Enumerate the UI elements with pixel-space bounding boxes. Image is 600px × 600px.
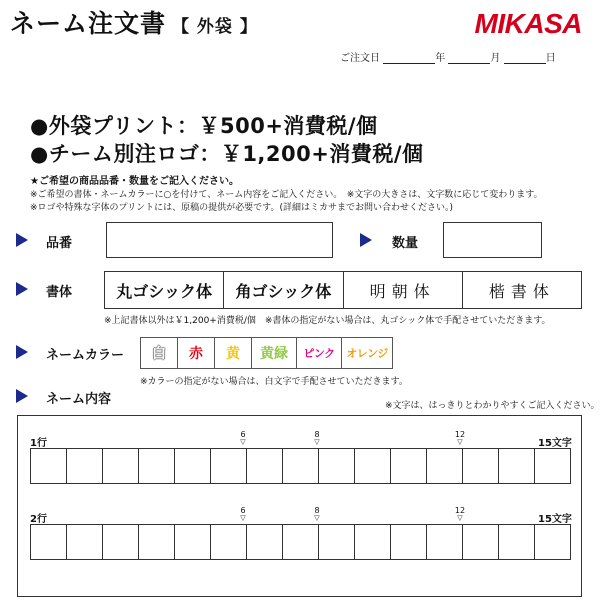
name-label: ネーム内容 — [46, 392, 112, 407]
char-cell[interactable] — [427, 449, 463, 483]
row-1-cells — [30, 448, 571, 484]
char-cell[interactable] — [175, 449, 211, 483]
color-option-white[interactable]: 白 — [141, 338, 178, 368]
row-2-max: 15文字 — [538, 514, 572, 525]
char-cell[interactable] — [319, 449, 355, 483]
color-option-pink[interactable]: ピンク — [297, 338, 342, 368]
color-label: ネームカラー — [46, 348, 125, 363]
arrow-icon — [16, 345, 28, 359]
arrow-icon — [360, 233, 372, 247]
title-text: ネーム注文書 — [10, 9, 167, 38]
arrow-icon — [16, 389, 28, 403]
row-2-mark-6: 6 ▽ — [240, 506, 246, 522]
name-content-box — [17, 415, 582, 597]
char-cell[interactable] — [211, 525, 247, 559]
name-note: ※文字は、はっきりとわかりやすくご記入ください。 — [385, 401, 600, 411]
color-option-red[interactable]: 赤 — [178, 338, 215, 368]
char-cell[interactable] — [499, 525, 535, 559]
char-cell[interactable] — [67, 525, 103, 559]
char-cell[interactable] — [175, 525, 211, 559]
font-option-kaku-gothic[interactable]: 角ゴシック体 — [224, 272, 343, 308]
color-option-orange[interactable]: オレンジ — [346, 347, 388, 360]
page-title — [10, 4, 258, 40]
note-logo: ※ロゴや特殊な字体のプリントには、原稿の提供が必要です。(詳細はミカサまでお問い合わせください。) — [30, 203, 453, 213]
char-cell[interactable] — [535, 525, 570, 559]
char-cell[interactable] — [355, 449, 391, 483]
char-cell[interactable] — [139, 449, 175, 483]
row-2-cells — [30, 524, 571, 560]
arrow-icon — [16, 282, 28, 296]
font-option-maru-gothic[interactable]: 丸ゴシック体 — [105, 272, 224, 308]
color-option-yellow-green[interactable]: 黄緑 — [252, 338, 297, 368]
char-cell[interactable] — [463, 449, 499, 483]
mikasa-logo: MIKASA — [474, 8, 582, 39]
row-1-mark-6: 6 ▽ — [240, 430, 246, 446]
char-cell[interactable] — [535, 449, 570, 483]
char-cell[interactable] — [355, 525, 391, 559]
day-field[interactable] — [504, 53, 546, 64]
font-option-mincho[interactable]: 明朝体 — [344, 272, 463, 308]
quantity-label: 数量 — [392, 236, 419, 251]
product-label: 品番 — [46, 236, 73, 251]
font-label: 書体 — [46, 285, 73, 300]
font-note: ※上記書体以外は￥1,200+消費税/個 ※書体の指定がない場合は、丸ゴシック体で手配させていただきます。 — [104, 316, 551, 326]
row-2-mark-8: 8 ▽ — [314, 506, 320, 522]
char-cell[interactable] — [247, 525, 283, 559]
note-font-color: ※ご希望の書体・ネームカラーに○を付けて、ネーム内容をご記入ください。 ※文字の大きさは、文字数に応じて変わります。 — [30, 190, 543, 200]
row-1-mark-12: 12 ▽ — [454, 430, 466, 446]
char-cell[interactable] — [103, 525, 139, 559]
row-1-mark-8: 8 ▽ — [314, 430, 320, 446]
row-2-label: 2行 — [30, 514, 47, 525]
char-cell[interactable] — [319, 525, 355, 559]
quantity-input[interactable] — [443, 222, 542, 258]
month-label: 月 — [490, 53, 501, 64]
row-1-label: 1行 — [30, 438, 47, 449]
month-field[interactable] — [448, 53, 490, 64]
color-options — [140, 337, 393, 369]
char-cell[interactable] — [391, 525, 427, 559]
char-cell[interactable] — [391, 449, 427, 483]
product-number-input[interactable] — [106, 222, 333, 258]
title-subtitle: 【 外袋 】 — [172, 17, 258, 37]
char-cell[interactable] — [247, 449, 283, 483]
order-date — [340, 49, 556, 64]
char-cell[interactable] — [67, 449, 103, 483]
char-cell[interactable] — [31, 525, 67, 559]
char-cell[interactable] — [499, 449, 535, 483]
year-label: 年 — [435, 53, 446, 64]
color-option-yellow[interactable]: 黄 — [215, 338, 252, 368]
row-2-mark-12: 12 ▽ — [454, 506, 466, 522]
char-cell[interactable] — [427, 525, 463, 559]
date-label: ご注文日 — [340, 53, 380, 64]
day-label: 日 — [545, 53, 556, 64]
char-cell[interactable] — [31, 449, 67, 483]
font-option-kaisho[interactable]: 楷書体 — [488, 281, 555, 301]
char-cell[interactable] — [463, 525, 499, 559]
char-cell[interactable] — [283, 525, 319, 559]
color-note: ※カラーの指定がない場合は、白文字で手配させていただきます。 — [140, 377, 408, 387]
row-1-max: 15文字 — [538, 438, 572, 449]
char-cell[interactable] — [283, 449, 319, 483]
char-cell[interactable] — [139, 525, 175, 559]
arrow-icon — [16, 233, 28, 247]
price-bag-print: ●外袋プリント：￥500+消費税/個 — [30, 114, 378, 138]
year-field[interactable] — [383, 53, 435, 64]
char-cell[interactable] — [103, 449, 139, 483]
note-product: ★ご希望の商品品番・数量をご記入ください。 — [30, 176, 239, 187]
char-cell[interactable] — [211, 449, 247, 483]
price-team-logo: ●チーム別注ロゴ：￥1,200+消費税/個 — [30, 142, 424, 166]
font-options — [104, 271, 582, 309]
